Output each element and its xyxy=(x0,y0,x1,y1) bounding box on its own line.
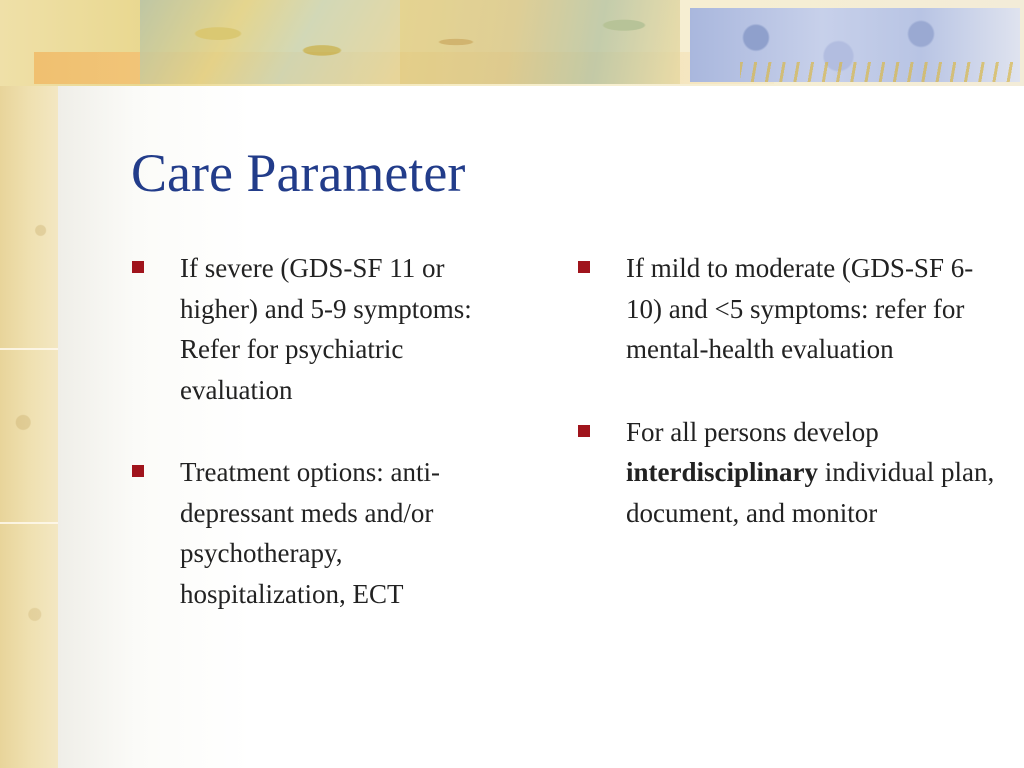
strip-divider xyxy=(0,348,58,350)
bullet-text: If mild to moderate (GDS-SF 6-10) and <5 symptoms: refer for mental-health evaluation xyxy=(626,253,974,364)
square-bullet-icon xyxy=(132,261,144,273)
top-banner xyxy=(0,0,1024,86)
square-bullet-icon xyxy=(578,425,590,437)
left-bullet-column xyxy=(130,248,510,656)
bullet-text xyxy=(626,417,994,528)
square-bullet-icon xyxy=(578,261,590,273)
square-bullet-icon xyxy=(132,465,144,477)
strip-divider xyxy=(0,522,58,524)
bullet-text-post: individual plan, document, and monitor xyxy=(626,457,995,528)
bullet-text-pre: For all persons develop xyxy=(626,416,879,447)
bullet-item xyxy=(576,412,996,534)
bullet-text: Treatment options: anti-depressant meds and/or psychotherapy, hospitalization, ECT xyxy=(180,457,440,609)
bullet-item xyxy=(130,248,510,410)
bullet-item xyxy=(130,452,510,614)
bullet-text: If severe (GDS-SF 11 or higher) and 5-9 symptoms: Refer for psychiatric evaluation xyxy=(180,253,472,405)
banner-flower-image xyxy=(400,0,680,84)
bullet-text-bold: interdisciplinary xyxy=(626,457,819,487)
banner-leaf-image xyxy=(140,0,400,84)
left-decorative-strip xyxy=(0,0,58,768)
bullet-item xyxy=(576,248,996,370)
banner-wheat-image xyxy=(740,62,1020,82)
slide-title: Care Parameter xyxy=(131,143,466,203)
right-bullet-column xyxy=(576,248,996,575)
